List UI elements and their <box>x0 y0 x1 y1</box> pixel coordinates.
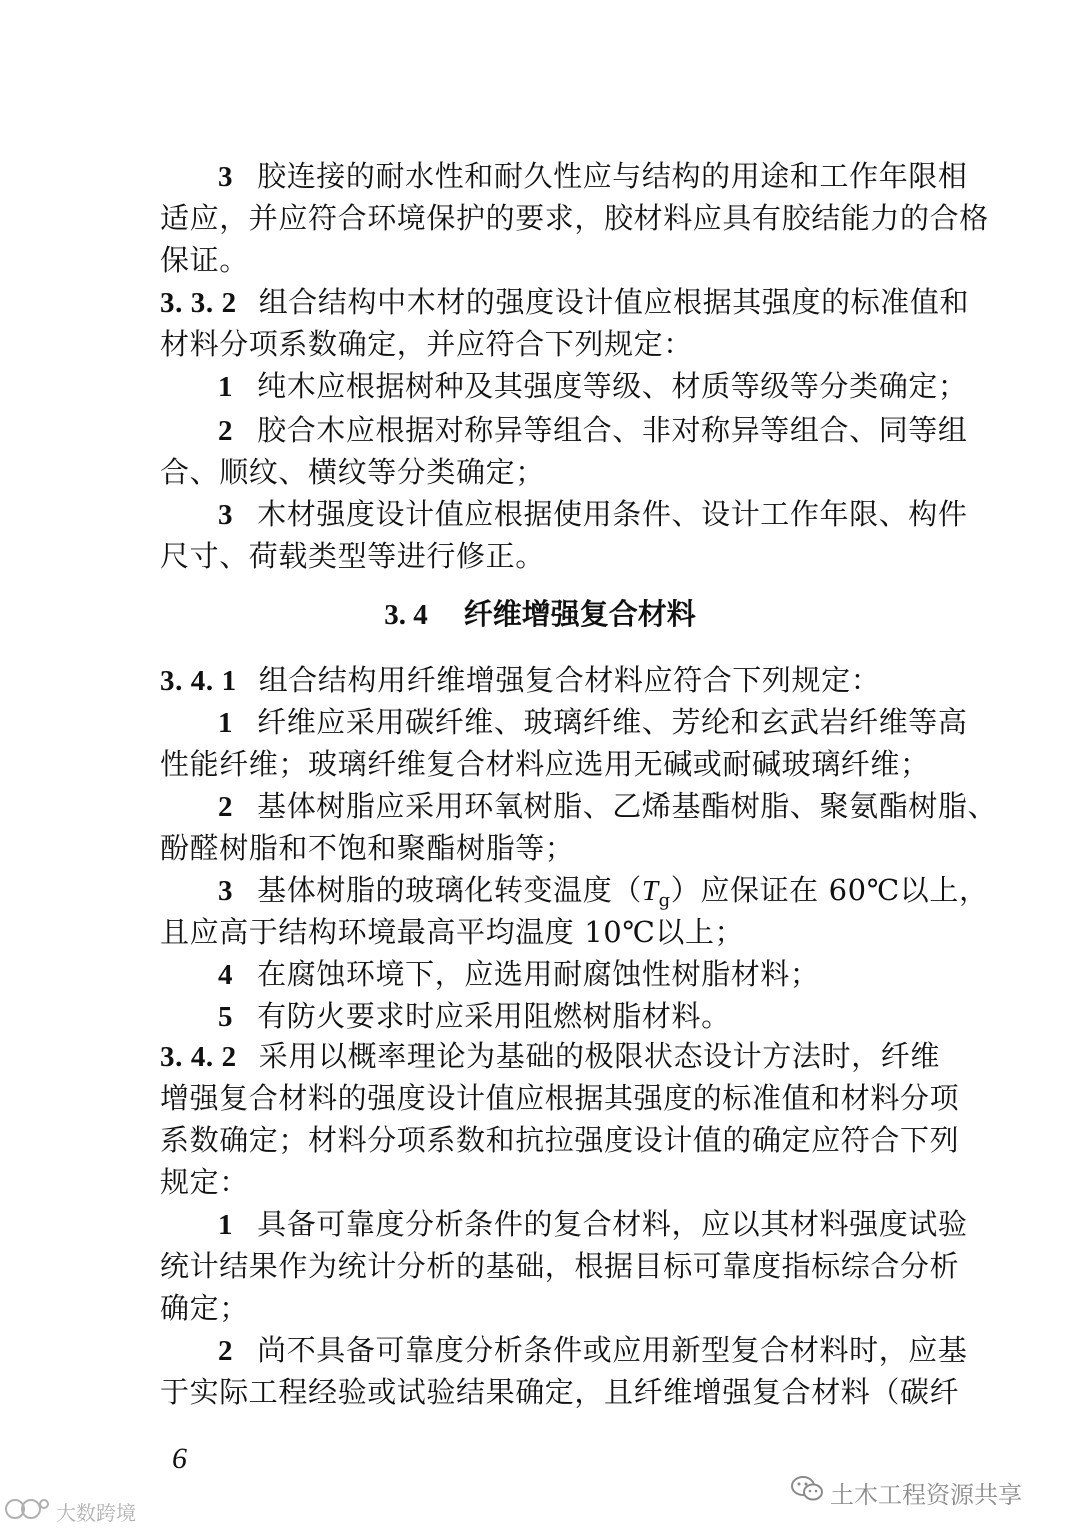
text-line <box>218 158 968 195</box>
symbol-subscript: g <box>658 890 671 911</box>
wechat-icon <box>790 1474 824 1510</box>
text-span: 有防火要求时应采用阻燃树脂材料。 <box>257 999 731 1033</box>
text-span: 组合结构中木材的强度设计值应根据其强度的标准值和 <box>258 285 970 319</box>
text-span: 木材强度设计值应根据使用条件、设计工作年限、构件 <box>257 497 968 531</box>
text-line: 增强复合材料的强度设计值应根据其强度的标准值和材料分项 <box>160 1081 960 1115</box>
item-number: 3 <box>218 161 234 193</box>
text-line: 规定： <box>160 1165 249 1199</box>
text-line: 保证。 <box>160 243 249 277</box>
text-span: 具备可靠度分析条件的复合材料，应以其材料强度试验 <box>257 1207 968 1241</box>
text-span: 组合结构用纤维增强复合材料应符合下列规定： <box>258 663 881 697</box>
watermark-left <box>4 1494 136 1528</box>
text-line: 尺寸、荷载类型等进行修正。 <box>160 539 545 573</box>
text-span: 采用以概率理论为基础的极限状态设计方法时，纤维 <box>258 1039 940 1073</box>
list-item <box>218 1332 968 1369</box>
text-line: 系数确定；材料分项系数和抗拉强度设计值的确定应符合下列 <box>160 1123 960 1157</box>
text-span: 在腐蚀环境下，应选用耐腐蚀性树脂材料； <box>257 957 820 991</box>
item-number: 2 <box>218 415 234 447</box>
list-item <box>218 872 989 913</box>
text-span: 基体树脂的玻璃化转变温度（ <box>257 873 642 907</box>
text-span: 胶合木应根据对称异等组合、非对称异等组合、同等组 <box>257 413 968 447</box>
item-number: 3 <box>218 499 234 531</box>
clause-3-3-2 <box>160 284 970 321</box>
item-number: 4 <box>218 959 234 991</box>
text-line: 且应高于结构环境最高平均温度 10℃以上； <box>160 915 745 949</box>
clause-3-4-2 <box>160 1038 940 1075</box>
list-item <box>218 998 940 1035</box>
item-number: 2 <box>218 1335 234 1367</box>
text-span: 尚不具备可靠度分析条件或应用新型复合材料时，应基 <box>257 1333 968 1367</box>
list-item <box>218 788 998 825</box>
list-item <box>218 704 968 741</box>
clause-number: 3. 4. 1 <box>160 665 237 697</box>
section-number: 3. 4 <box>384 599 428 631</box>
watermark-right <box>790 1470 1022 1514</box>
item-number: 1 <box>218 707 234 739</box>
item-number: 5 <box>218 1001 234 1033</box>
text-line: 适应，并应符合环境保护的要求，胶材料应具有胶结能力的合格 <box>160 201 989 235</box>
text-line: 材料分项系数确定，并应符合下列规定： <box>160 327 693 361</box>
clause-3-4-1 <box>160 662 940 699</box>
text-line: 酚醛树脂和不饱和聚酯树脂等； <box>160 831 575 865</box>
item-number: 1 <box>218 371 234 403</box>
watermark-text: 土木工程资源共享 <box>830 1480 1022 1509</box>
text-span: 胶连接的耐水性和耐久性应与结构的用途和工作年限相 <box>257 159 968 193</box>
text-span: 纤维应采用碳纤维、玻璃纤维、芳纶和玄武岩纤维等高 <box>257 705 968 739</box>
section-title: 纤维增强复合材料 <box>463 597 696 631</box>
list-item <box>218 956 940 993</box>
text-line: 合、顺纹、横纹等分类确定； <box>160 455 545 489</box>
list-item <box>218 412 968 449</box>
item-number: 2 <box>218 791 234 823</box>
text-span: 基体树脂应采用环氧树脂、乙烯基酯树脂、聚氨酯树脂、 <box>257 789 998 823</box>
item-number: 3 <box>218 875 234 907</box>
section-heading <box>0 596 1080 633</box>
clause-number: 3. 3. 2 <box>160 287 237 319</box>
text-line: 统计结果作为统计分析的基础，根据目标可靠度指标综合分析 <box>160 1249 960 1283</box>
page-number: 6 <box>172 1442 187 1475</box>
list-item <box>218 1206 968 1243</box>
symbol-T: T <box>641 875 659 907</box>
text-line: 性能纤维；玻璃纤维复合材料应选用无碱或耐碱玻璃纤维； <box>160 747 930 781</box>
clause-number: 3. 4. 2 <box>160 1041 237 1073</box>
list-item <box>218 496 968 533</box>
text-span: 纯木应根据树种及其强度等级、材质等级等分类确定； <box>257 369 968 403</box>
item-number: 1 <box>218 1209 234 1241</box>
watermark-text: 大数跨境 <box>56 1500 136 1525</box>
list-item <box>218 368 968 405</box>
text-line: 确定； <box>160 1291 249 1325</box>
brand-logo-icon <box>4 1496 50 1527</box>
text-span: ）应保证在 60℃以上， <box>670 873 989 907</box>
text-line: 于实际工程经验或试验结果确定，且纤维增强复合材料（碳纤 <box>160 1375 960 1409</box>
